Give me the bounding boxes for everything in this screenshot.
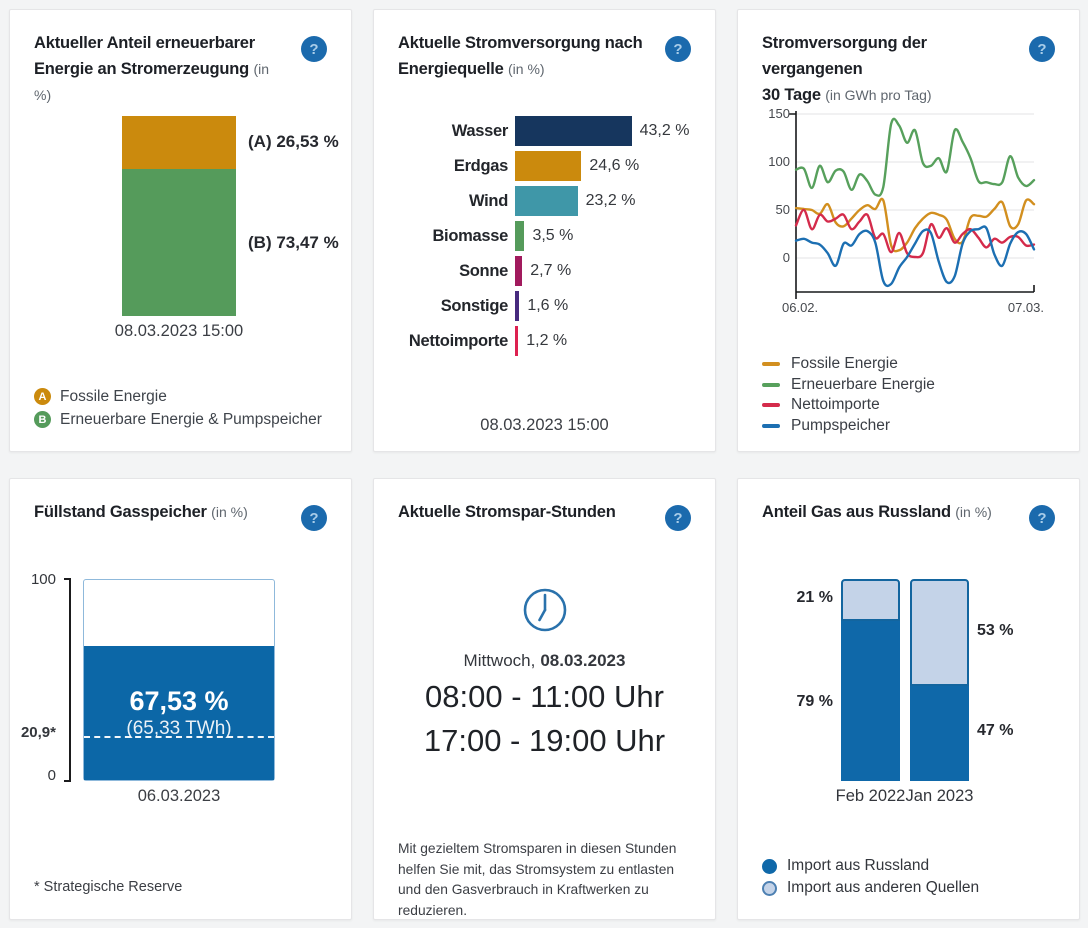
other-segment [841,579,900,621]
card-renewable-share [9,9,352,452]
title-line1: Füllstand Gasspeicher [34,503,207,521]
legend-item [762,375,935,396]
category-label: Jan 2023 [905,787,974,805]
x-tick-end: 07.03. [1007,300,1044,315]
russia-bar [910,579,969,781]
fossil-segment [122,116,236,169]
category-label: Feb 2022 [835,787,906,805]
y-tick: 50 [775,202,790,217]
stacked-bar [122,116,236,316]
card-title [34,499,289,525]
fill-percent: 67,53 % [129,686,229,716]
help-icon[interactable]: ? [301,505,327,531]
title-unit: (in %) [211,504,248,520]
legend-label: Import aus anderen Quellen [787,879,980,896]
legend-label: Nettoimporte [791,396,880,414]
ab-legend-dot: B [34,411,51,428]
card-title [762,499,1017,525]
supply-bar [515,151,581,181]
hbar-row [398,186,709,216]
legend-label: Fossile Energie [60,387,167,405]
timestamp: 08.03.2023 15:00 [114,322,244,340]
supply-bar [515,256,522,286]
x-tick-start: 06.02. [782,300,819,315]
supply-bar [515,116,632,146]
supply-bar [515,326,518,356]
y-tick: 100 [768,154,790,169]
other-segment [910,579,969,686]
legend-item [762,416,935,437]
reserve-label: 20,9* [20,724,56,741]
saving-slot-1: 08:00 - 11:00 Uhr [425,679,664,714]
y-tick: 0 [782,250,790,265]
hbar-label: Biomasse [432,226,508,245]
hbar-row [398,326,709,356]
russia-segment [841,621,900,781]
help-icon[interactable]: ? [301,36,327,62]
title-line1: Aktueller Anteil erneuerbarer [34,34,256,52]
line-legend [762,354,935,436]
card-title [762,30,1017,108]
weekday: Mittwoch, [463,651,536,670]
hbar-row [398,291,709,321]
description: Mit gezieltem Stromsparen in diesen Stunden helfen Sie mit, das Stromsystem zu entlasten und den Gasverbrauch in Kraftwerken zu reduzieren. [398,841,677,919]
russia-legend-dot [762,859,777,874]
legend-item [762,855,979,877]
hbar-label: Wind [469,191,508,210]
legend-label: Erneuerbare Energie [791,375,935,393]
title-unit: (in GWh pro Tag) [825,87,932,103]
clock-icon [522,587,568,633]
axis-label-0: 0 [47,767,56,784]
date: 08.03.2023 [540,651,626,670]
hbar-row [398,256,709,286]
legend-item [762,395,935,416]
hbar-label: Sonne [459,261,508,280]
fill-twh: (65,33 TWh) [126,718,232,739]
renewable-segment [122,169,236,316]
legend-item [762,877,979,899]
card-russian-gas [737,478,1080,920]
hbar-value: 23,2 % [585,192,636,209]
line-legend-dash [762,403,780,407]
hbar-value: 1,2 % [526,332,568,349]
other-pct-feb: 21 % [796,589,833,606]
help-icon[interactable]: ? [1029,505,1055,531]
title-line2: Energie an Stromerzeugung [34,60,250,78]
gas-fill [84,646,274,780]
title-line1: Aktuelle Stromspar-Stunden [398,503,616,521]
hbar-value: 24,6 % [589,157,640,174]
line-legend-dash [762,424,780,428]
other-pct-jan: 53 % [977,622,1014,639]
hbar-label: Nettoimporte [408,331,508,350]
hbar-label: Erdgas [453,156,508,175]
russia-pct-feb: 79 % [796,693,833,710]
axis-label-100: 100 [30,571,56,588]
hbar-value: 43,2 % [639,122,690,139]
y-tick: 150 [768,106,790,121]
legend-label: Erneuerbare Energie & Pumpspeicher [60,410,322,428]
axis-tick [64,780,69,782]
title-unit: (in %) [34,61,269,103]
legend-item [762,354,935,375]
help-icon[interactable]: ? [665,505,691,531]
help-icon[interactable]: ? [1029,36,1055,62]
series-line-Nettoimporte [796,210,1034,257]
russia-legend-dot [762,881,777,896]
date: 06.03.2023 [137,787,221,805]
title-unit: (in %) [955,504,992,520]
title-line1: Aktuelle Stromversorgung nach [398,34,643,52]
hbar-row [398,221,709,251]
title-line2: Energiequelle [398,60,504,78]
hbar-row [398,116,709,146]
title-line1: Stromversorgung der vergangenen [762,34,927,78]
line-chart [746,106,1056,318]
ab-legend-dot: A [34,388,51,405]
card-saving-hours [373,478,716,920]
hbar-value: 2,7 % [530,262,572,279]
timestamp: 08.03.2023 15:00 [480,416,609,434]
footnote: * Strategische Reserve [34,879,183,895]
russia-bar [841,579,900,781]
russia-pct-jan: 47 % [977,722,1014,739]
card-last-30-days [737,9,1080,452]
hbar-value: 3,5 % [532,227,574,244]
legend-label: Import aus Russland [787,857,930,874]
card-title [398,30,653,82]
hbar-label: Sonstige [440,296,508,315]
storage-container [83,579,275,781]
line-legend-dash [762,383,780,387]
weekday-date [374,651,715,671]
series-line-Erneuerbare Energie [796,119,1034,196]
legend-label: Pumpspeicher [791,416,891,434]
card-title [398,499,653,525]
supply-bar [515,291,519,321]
fossil-value-label: (A) 26,53 % [248,132,339,151]
legend-item [34,408,322,431]
y-axis [69,578,71,782]
hbar-row [398,151,709,181]
legend-item [34,385,322,408]
axis-tick [64,578,69,580]
line-legend-dash [762,362,780,366]
card-title [34,30,289,108]
reserve-line [84,736,274,738]
renewable-value-label: (B) 73,47 % [248,233,339,252]
hbar-chart [398,116,709,361]
help-icon[interactable]: ? [665,36,691,62]
russia-segment [910,686,969,781]
title-line1: Anteil Gas aus Russland [762,503,951,521]
supply-bar [515,186,578,216]
card-gas-storage [9,478,352,920]
legend-label: Fossile Energie [791,355,898,373]
ab-legend [34,385,322,431]
supply-bar [515,221,524,251]
saving-slot-2: 17:00 - 19:00 Uhr [423,723,666,758]
russia-legend [762,855,979,899]
title-unit: (in %) [508,61,545,77]
hbar-label: Wasser [451,121,508,140]
hbar-value: 1,6 % [527,297,569,314]
line-series-group [796,119,1034,286]
title-line2: 30 Tage [762,86,821,104]
card-supply-by-source [373,9,716,452]
